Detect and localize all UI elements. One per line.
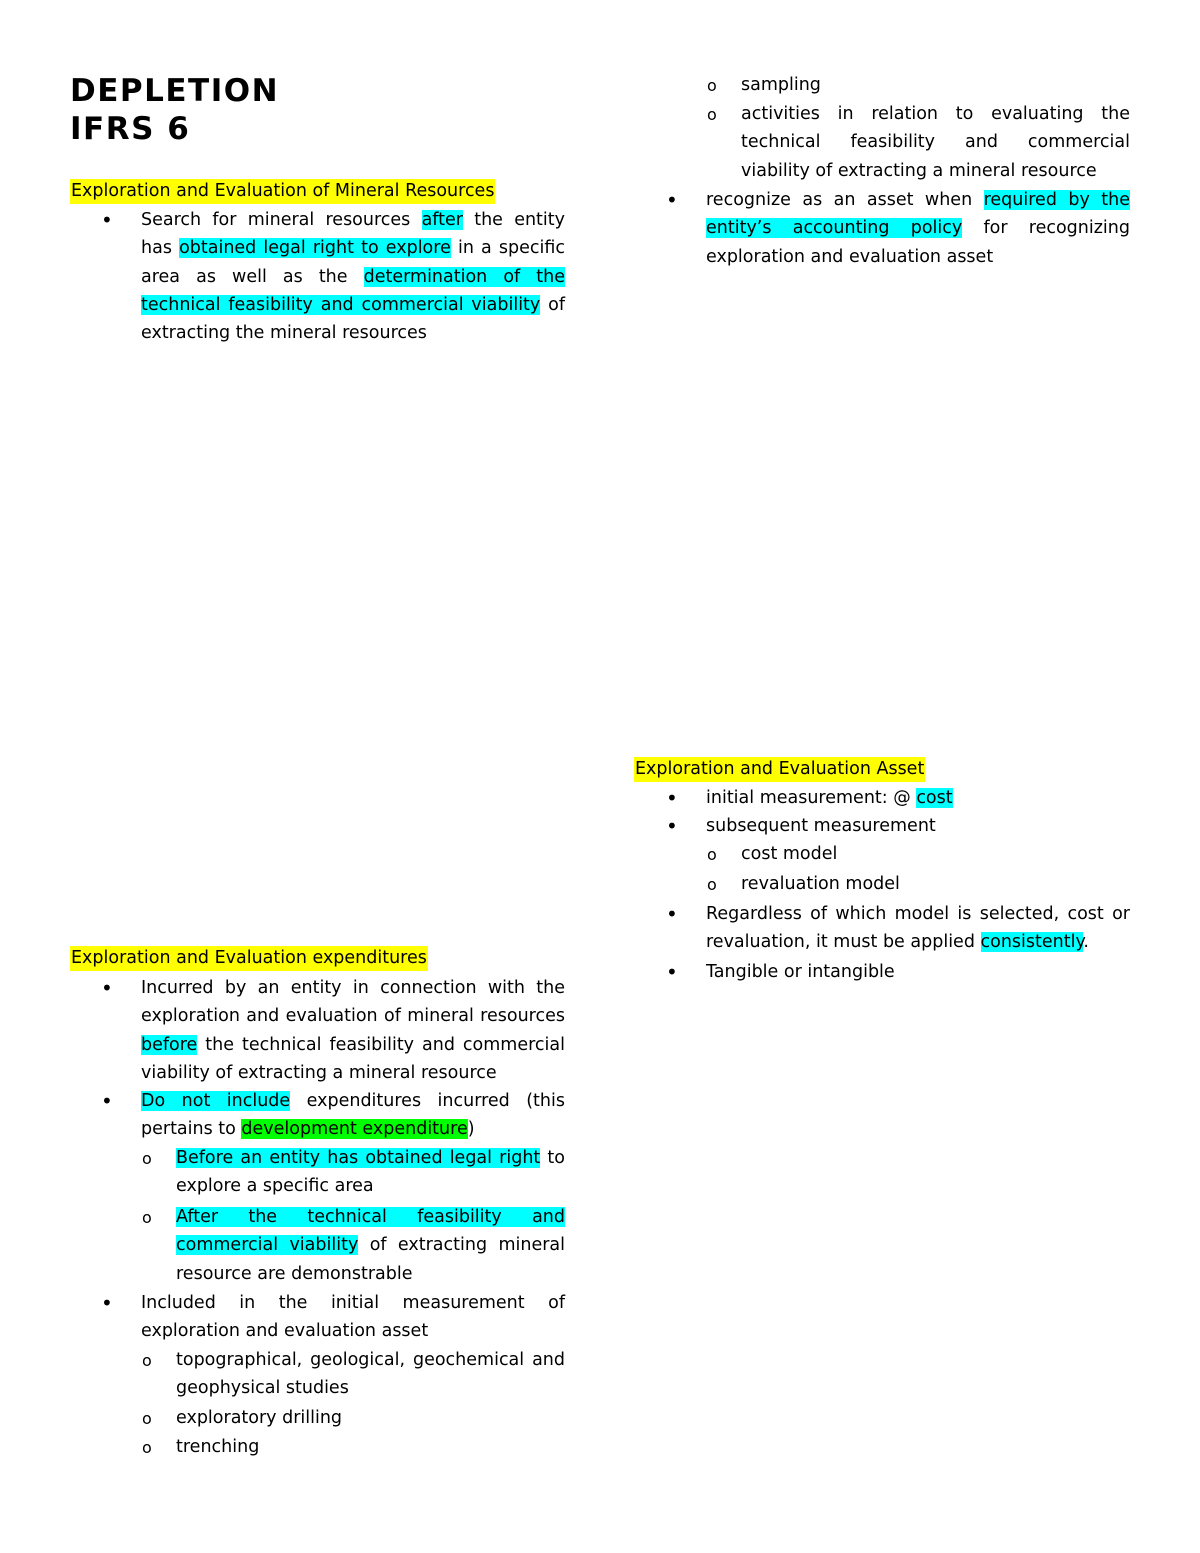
sub-bullet-glyph: o: [142, 1438, 152, 1457]
s2-bullet-3-sub-2: exploratory drilling: [176, 1408, 343, 1428]
heading-text: Exploration and Evaluation Asset: [634, 757, 925, 782]
section-3-heading: [634, 757, 925, 782]
sub-bullet-glyph: o: [142, 1409, 152, 1428]
sub-bullet-glyph: o: [707, 845, 717, 864]
bullet-glyph: •: [666, 814, 678, 838]
s3-bullet-3: Regardless of which model is selected, cost or revaluation, it must be applied consistently.: [706, 904, 1130, 953]
s2-bullet-1: Incurred by an entity in connection with the exploration and evaluation of mineral resources before the technical feasibility and commercial viability of extracting a mineral resource: [141, 978, 565, 1083]
sub-bullet-glyph: o: [142, 1351, 152, 1370]
s2-bullet-3-sub-1: topographical, geological, geochemical and geophysical studies: [176, 1350, 565, 1399]
title-line-2: IFRS 6: [70, 111, 191, 147]
s2-cont-sub-1: sampling: [741, 75, 821, 95]
heading-text: Exploration and Evaluation expenditures: [70, 946, 428, 971]
bullet-glyph: •: [101, 1291, 113, 1315]
s3-bullet-2-sub-2: revaluation model: [741, 874, 900, 894]
s2-bullet-2-sub-2: After the technical feasibility and commercial viability of extracting mineral resource are demonstrable: [176, 1207, 565, 1284]
bullet-glyph: •: [101, 976, 113, 1000]
bullet-glyph: •: [666, 786, 678, 810]
bullet-glyph: •: [666, 902, 678, 926]
section-2-heading: [70, 946, 428, 971]
bullet-glyph: •: [101, 208, 113, 232]
s2-bullet-4: recognize as an asset when required by the entity’s accounting policy for recognizing exploration and evaluation asset: [706, 190, 1130, 267]
sub-bullet-glyph: o: [142, 1208, 152, 1227]
s2-bullet-2: Do not include expenditures incurred (this pertains to development expenditure): [141, 1091, 565, 1140]
section-1-heading: [70, 179, 495, 204]
sub-bullet-glyph: o: [707, 875, 717, 894]
bullet-glyph: •: [101, 1089, 113, 1113]
sub-bullet-glyph: o: [707, 76, 717, 95]
s3-bullet-2: subsequent measurement: [706, 816, 936, 836]
s3-bullet-1: initial measurement: @ cost: [706, 788, 953, 808]
s2-bullet-3-sub-3: trenching: [176, 1437, 260, 1457]
page-title: [70, 72, 279, 148]
s3-bullet-2-sub-1: cost model: [741, 844, 838, 864]
s3-bullet-4: Tangible or intangible: [706, 962, 895, 982]
sub-bullet-glyph: o: [142, 1149, 152, 1168]
bullet-glyph: •: [666, 960, 678, 984]
heading-text: Exploration and Evaluation of Mineral Resources: [70, 179, 495, 204]
sub-bullet-glyph: o: [707, 105, 717, 124]
s2-bullet-3: Included in the initial measurement of exploration and evaluation asset: [141, 1293, 565, 1342]
s2-bullet-2-sub-1: Before an entity has obtained legal right to explore a specific area: [176, 1148, 565, 1197]
bullet-glyph: •: [666, 188, 678, 212]
s2-cont-sub-2: activities in relation to evaluating the technical feasibility and commercial viability of extracting a mineral resource: [741, 104, 1130, 181]
s1-bullet-1: Search for mineral resources after the entity has obtained legal right to explore in a specific area as well as the determination of the technical feasibility and commercial viability of extracting the mineral resources: [141, 210, 566, 344]
title-line-1: DEPLETION: [70, 73, 280, 109]
